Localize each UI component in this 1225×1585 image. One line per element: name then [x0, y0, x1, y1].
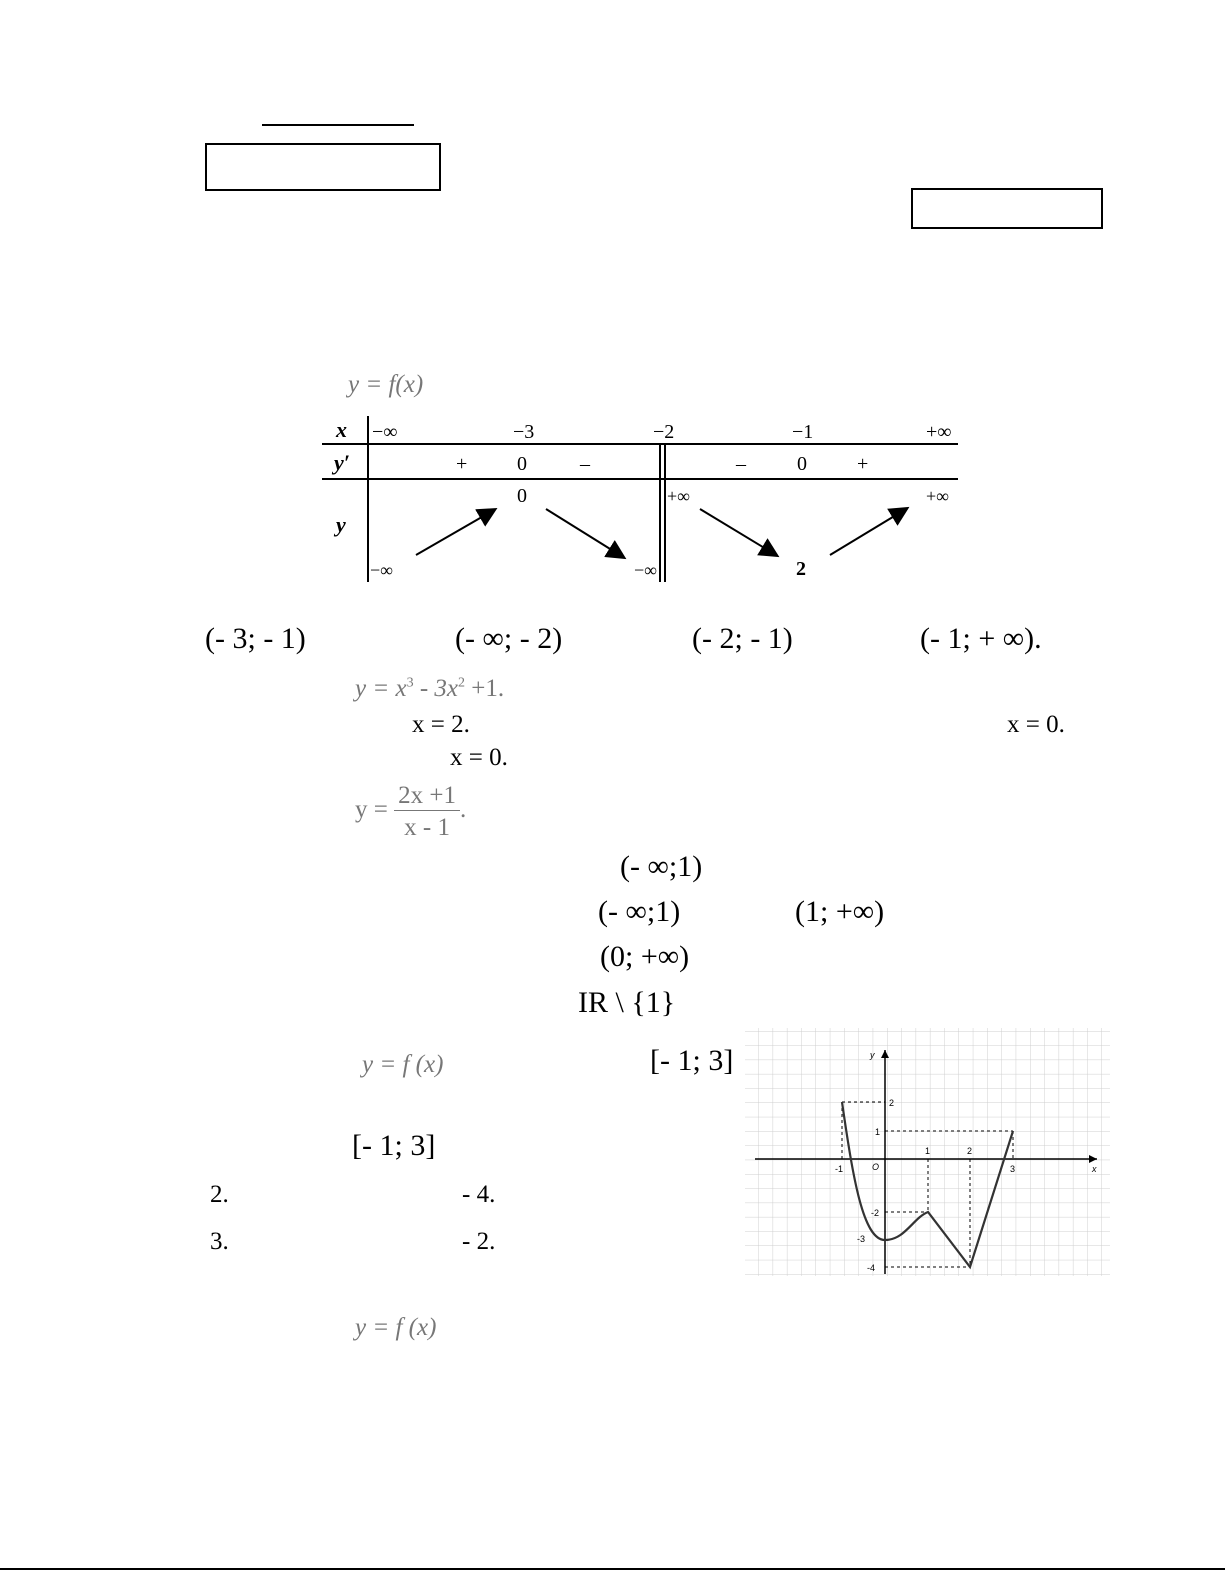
- q3-option-d: IR \ {1}: [578, 986, 676, 1019]
- graph-x-tick-m1: -1: [835, 1164, 844, 1174]
- q3-option-b1: (- ∞;1): [598, 895, 681, 928]
- table-y-label: y: [336, 512, 346, 537]
- graph-y-axis-label: y: [870, 1050, 875, 1060]
- q4-option-a-left: 2.: [210, 1181, 229, 1208]
- q2-function: $y = x^3 - 3x^2 +1$.: [355, 675, 505, 702]
- table-yp-3: –: [736, 453, 746, 475]
- q2-option-b: x = 0.: [1007, 711, 1065, 738]
- q4-option-a-right: - 4.: [462, 1181, 496, 1208]
- q3-numerator: 2x +1: [394, 783, 460, 811]
- q4-function: y = f (x): [362, 1051, 444, 1078]
- q3-option-b2: (1; +∞): [795, 895, 885, 928]
- q2-option-a: x = 2.: [412, 711, 470, 738]
- graph-x-axis-label: x: [1092, 1164, 1097, 1174]
- table-y-top-left: 0: [517, 485, 527, 507]
- table-y-bottom-left-start: −∞: [370, 560, 393, 580]
- q1-option-b: (- ∞; - 2): [455, 622, 563, 655]
- table-y-bottom-right: 2: [796, 558, 806, 580]
- q1-option-d: (- 1; + ∞).: [920, 622, 1042, 655]
- graph-x-tick-3: 3: [1010, 1164, 1016, 1174]
- q5-function: y = f (x): [355, 1314, 437, 1341]
- graph-x-tick-1: 1: [925, 1146, 931, 1156]
- table-y-top-right-end: +∞: [926, 486, 949, 506]
- q4-interval-2: [- 1; 3]: [352, 1129, 436, 1162]
- q1-option-a: (- 3; - 1): [205, 622, 306, 655]
- q4-function-graph: [745, 1028, 1110, 1276]
- header-right-box: [911, 188, 1103, 229]
- footer-line: [0, 1568, 1225, 1570]
- graph-y-tick-1: 1: [875, 1127, 881, 1137]
- table-yp-2: –: [580, 453, 590, 475]
- table-x-val-2: −2: [653, 421, 675, 443]
- q3-option-c: (0; +∞): [600, 940, 690, 973]
- graph-x-tick-2: 2: [967, 1146, 973, 1156]
- table-yp-4: 0: [797, 453, 807, 475]
- q3-function: y = $\frac{2x +1}{x - 1}$ .: [355, 782, 467, 841]
- q2-option-c: x = 0.: [450, 744, 508, 771]
- table-x-val-1: −3: [513, 421, 535, 443]
- header-underline: [262, 124, 414, 126]
- graph-y-tick-2: 2: [889, 1098, 895, 1108]
- table-x-val-3: −1: [792, 421, 814, 443]
- graph-y-tick-m2: -2: [871, 1208, 880, 1218]
- q4-option-b-right: - 2.: [462, 1228, 496, 1255]
- header-left-box: [205, 143, 441, 191]
- graph-y-tick-m4: -4: [867, 1263, 876, 1273]
- table-yp-1: 0: [517, 453, 527, 475]
- graph-origin-label: O: [872, 1162, 880, 1172]
- table-yp-label: y′: [334, 450, 350, 475]
- table-yp-0: +: [456, 453, 468, 475]
- graph-y-tick-m3: -3: [857, 1234, 866, 1244]
- q1-function: y = f(x): [348, 371, 424, 398]
- table-y-bottom-left-end: −∞: [634, 560, 657, 580]
- q4-interval: [- 1; 3]: [650, 1044, 734, 1077]
- q4-option-b-left: 3.: [210, 1228, 229, 1255]
- table-x-val-4: +∞: [926, 421, 952, 443]
- q3-option-a: (- ∞;1): [620, 850, 703, 883]
- table-x-label: x: [336, 417, 347, 442]
- table-yp-5: +: [857, 453, 869, 475]
- q1-option-c: (- 2; - 1): [692, 622, 793, 655]
- table-x-val-0: −∞: [372, 421, 398, 443]
- variation-table: [318, 412, 963, 592]
- q3-denominator: x - 1: [404, 814, 450, 841]
- table-y-top-right-start: +∞: [667, 486, 690, 506]
